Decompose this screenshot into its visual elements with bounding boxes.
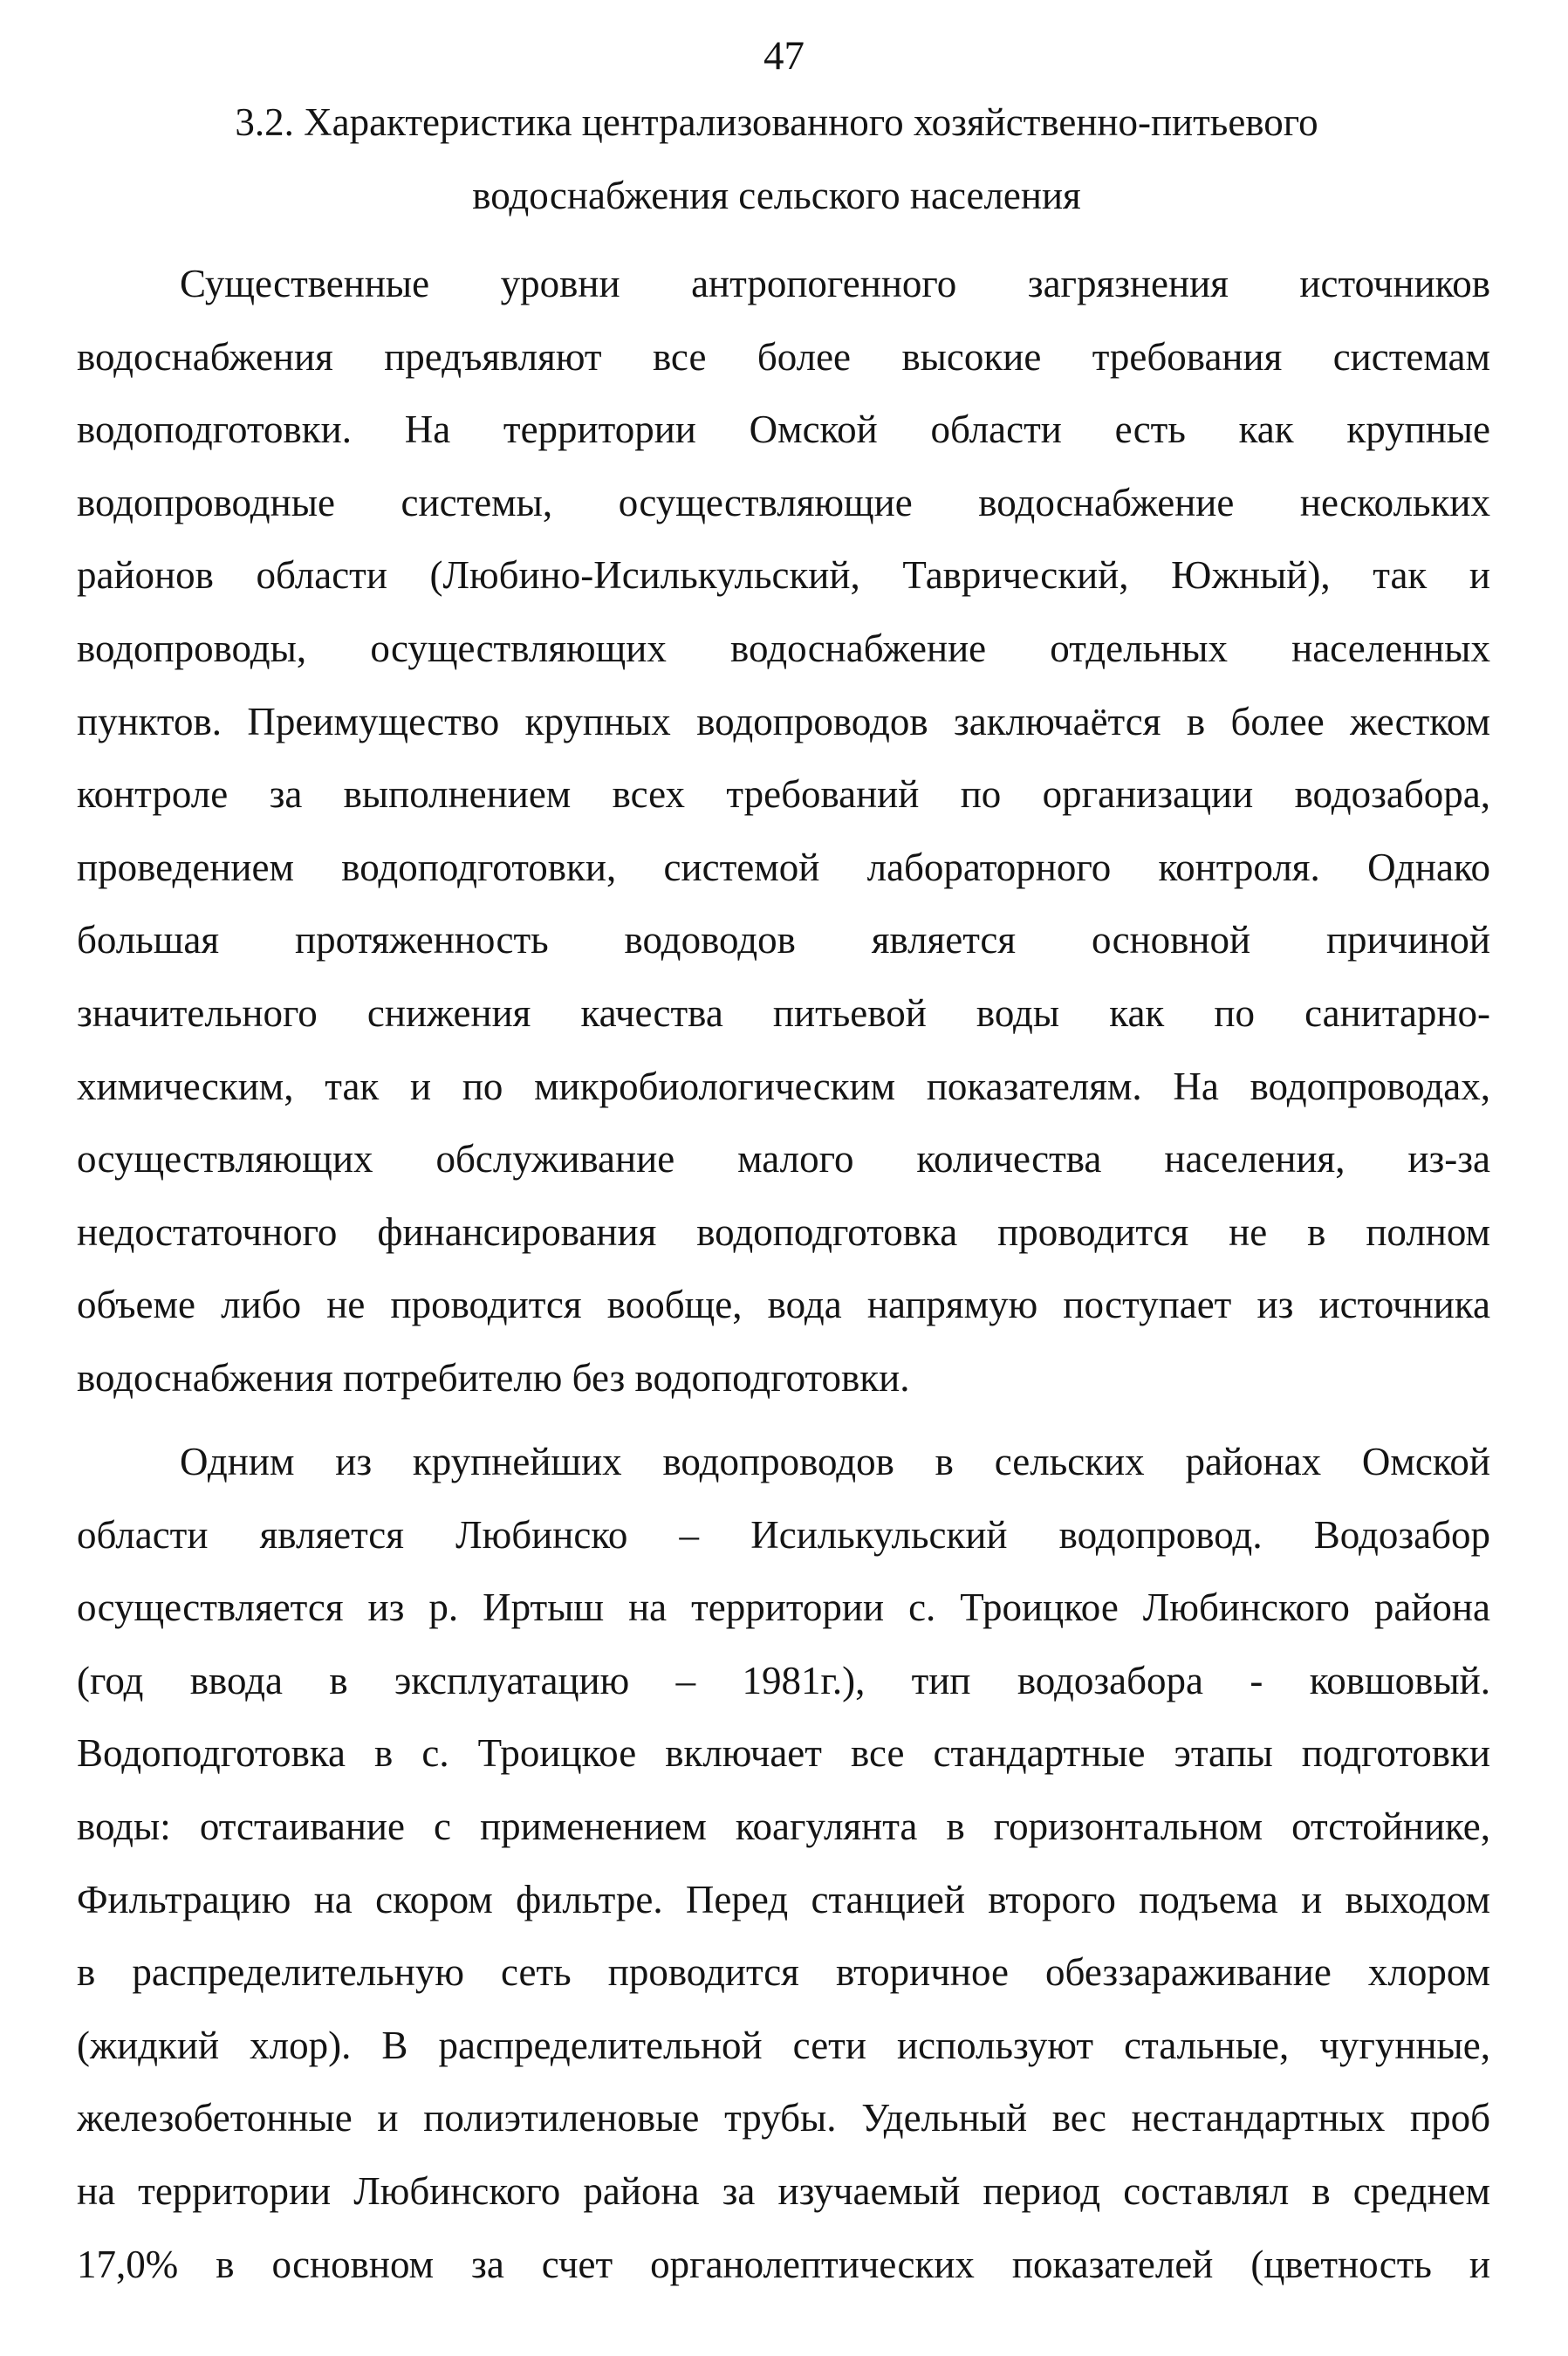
text-line: (год ввода в эксплуатацию – 1981г.), тип водозабора - ковшовый.: [77, 1658, 1490, 1702]
text-line: водоснабжения потребителю без водоподготовки.: [77, 1355, 910, 1400]
text-line: водопроводы, осуществляющих водоснабжение отдельных населенных: [77, 626, 1490, 670]
text-line: осуществляется из р. Иртыш на территории с. Троицкое Любинского района: [77, 1586, 1490, 1630]
text-line: Существенные уровни антропогенного загрязнения источников: [180, 262, 1490, 305]
text-line: 17,0% в основном за счет органолептических показателей (цветность и: [77, 2242, 1490, 2286]
text-line: значительного снижения качества питьевой воды как по санитарно-: [77, 990, 1490, 1035]
text-line: большая протяженность водоводов является основной причиной: [77, 918, 1490, 962]
text-line: Водоподготовка в с. Троицкое включает все стандартные этапы подготовки: [77, 1731, 1490, 1776]
text-line: в распределительную сеть проводится вторичное обеззараживание хлором: [77, 1950, 1490, 1995]
text-line: водоподготовки. На территории Омской области есть как крупные: [77, 408, 1490, 452]
text-line: проведением водоподготовки, системой лабораторного контроля. Однако: [77, 845, 1490, 889]
text-line: на территории Любинского района за изучаемый период составлял в среднем: [77, 2168, 1490, 2213]
text-line: Одним из крупнейших водопроводов в сельских районах Омской: [180, 1440, 1490, 1483]
text-line: химическим, так и по микробиологическим показателям. На водопроводах,: [77, 1064, 1490, 1108]
paragraph-1: [77, 248, 1490, 1415]
text-line: области является Любинско – Исилькульский водопровод. Водозабор: [77, 1512, 1490, 1557]
text-line: Фильтрацию на скором фильтре. Перед станцией второго подъема и выходом: [77, 1877, 1490, 1921]
section-title-line-2: водоснабжения сельского населения: [472, 174, 1081, 217]
text-line: осуществляющих обслуживание малого количества населения, из-за: [77, 1137, 1490, 1181]
text-line: контроле за выполнением всех требований по организации водозабора,: [77, 772, 1490, 817]
text-line: железобетонные и полиэтиленовые трубы. Удельный вес нестандартных проб: [77, 2096, 1490, 2140]
text-line: водопроводные системы, осуществляющие водоснабжение нескольких: [77, 480, 1490, 524]
page-number: 47: [763, 33, 805, 79]
paragraph-2: [77, 1426, 1490, 2301]
text-line: водоснабжения предъявляют все более высокие требования системам: [77, 334, 1490, 379]
section-title-line-1: 3.2. Характеристика централизованного хозяйственно-питьевого: [235, 100, 1318, 144]
text-line: районов области (Любино-Исилькульский, Таврический, Южный), так и: [77, 553, 1490, 598]
text-line: воды: отстаивание с применением коагулянта в горизонтальном отстойнике,: [77, 1804, 1490, 1848]
text-line: (жидкий хлор). В распределительной сети используют стальные, чугунные,: [77, 2023, 1490, 2067]
text-line: объеме либо не проводится вообще, вода напрямую поступает из источника: [77, 1283, 1490, 1327]
text-line: пунктов. Преимущество крупных водопроводов заключаётся в более жестком: [77, 699, 1490, 743]
text-line: недостаточного финансирования водоподготовка проводится не в полном: [77, 1209, 1490, 1254]
